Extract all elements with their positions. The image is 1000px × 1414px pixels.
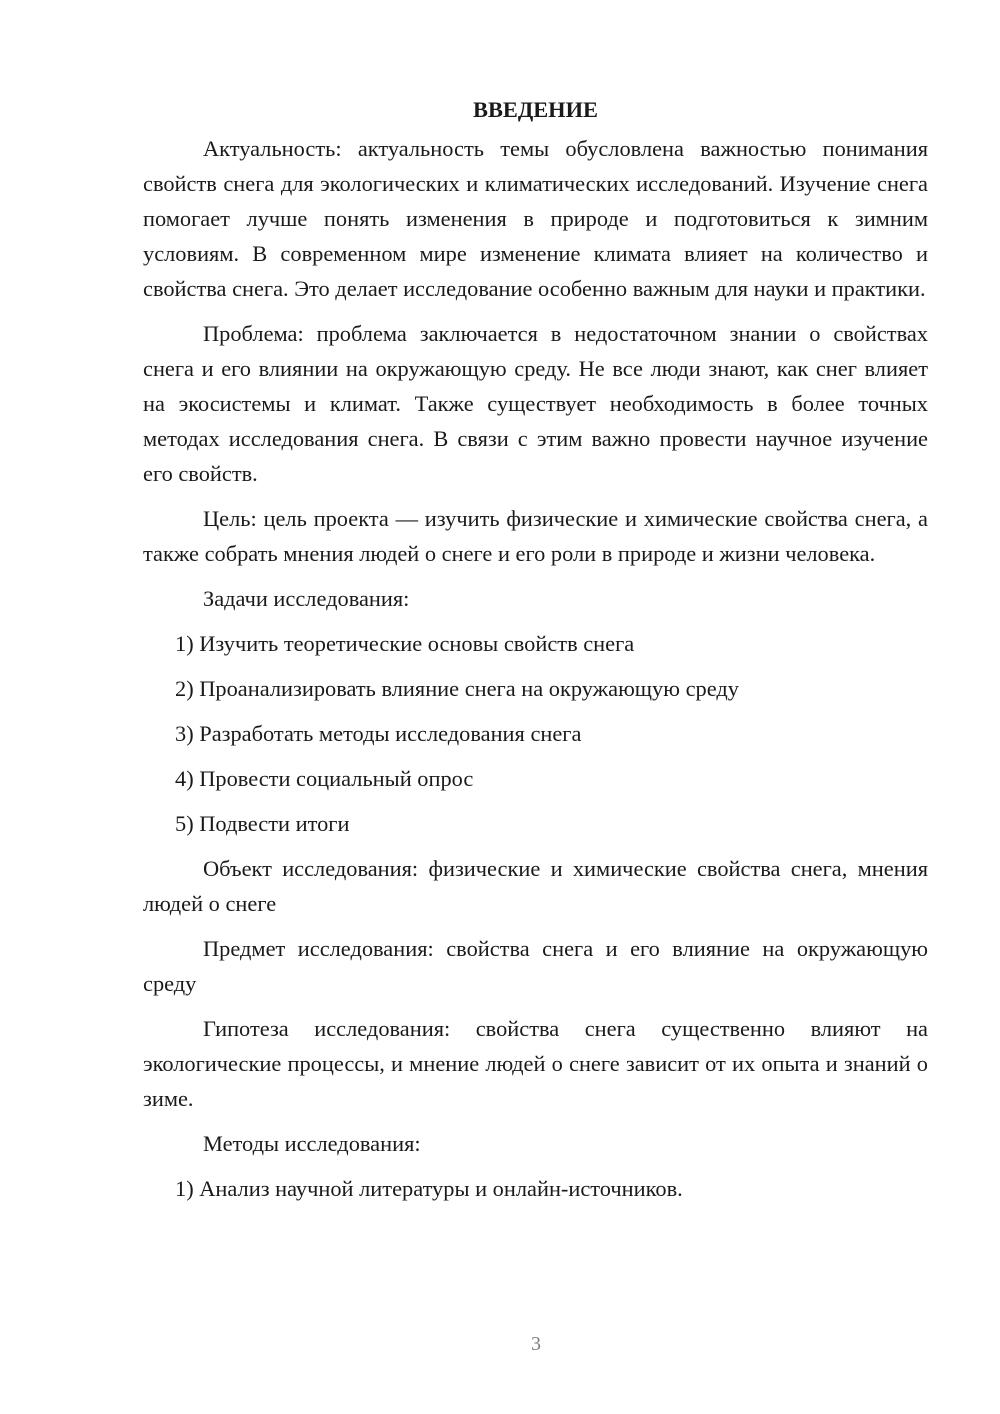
tasks-label: Задачи исследования: bbox=[203, 586, 410, 611]
subject-paragraph: Предмет исследования: свойства снега и его влияние на окружающую среду bbox=[143, 936, 928, 996]
task-item: 4) Провести социальный опрос bbox=[175, 766, 474, 791]
task-item: 1) Изучить теоретические основы свойств снега bbox=[175, 631, 635, 656]
methods-label: Методы исследования: bbox=[203, 1131, 421, 1156]
task-item: 5) Подвести итоги bbox=[175, 811, 350, 836]
task-item: 2) Проанализировать влияние снега на окружающую среду bbox=[175, 676, 739, 701]
hypothesis-paragraph: Гипотеза исследования: свойства снега существенно влияют на экологические процессы, и мнение людей о снеге зависит от их опыта и знаний о зиме. bbox=[143, 1016, 928, 1111]
relevance-paragraph: Актуальность: актуальность темы обусловлена важностью понимания свойств снега для экологических и климатических исследований. Изучение снега помогает лучше понять изменения в природе и подготовиться к зимним условиям. В современном мире изменение климата влияет на количество и свойства снега. Это делает исследование особенно важным для науки и практики. bbox=[143, 136, 928, 301]
page-content bbox=[143, 92, 928, 1216]
section-heading: ВВЕДЕНИЕ bbox=[473, 97, 598, 122]
object-paragraph: Объект исследования: физические и химические свойства снега, мнения людей о снеге bbox=[143, 856, 928, 916]
method-item: 1) Анализ научной литературы и онлайн-источников. bbox=[175, 1176, 683, 1201]
task-item: 3) Разработать методы исследования снега bbox=[175, 721, 582, 746]
goal-paragraph: Цель: цель проекта — изучить физические и химические свойства снега, а также собрать мнения людей о снеге и его роли в природе и жизни человека. bbox=[143, 506, 928, 566]
page-number: 3 bbox=[531, 1333, 541, 1355]
problem-paragraph: Проблема: проблема заключается в недостаточном знании о свойствах снега и его влиянии на окружающую среду. Не все люди знают, как снег влияет на экосистемы и климат. Также существует необходимость в более точных методах исследования снега. В связи с этим важно провести научное изучение его свойств. bbox=[143, 321, 928, 486]
